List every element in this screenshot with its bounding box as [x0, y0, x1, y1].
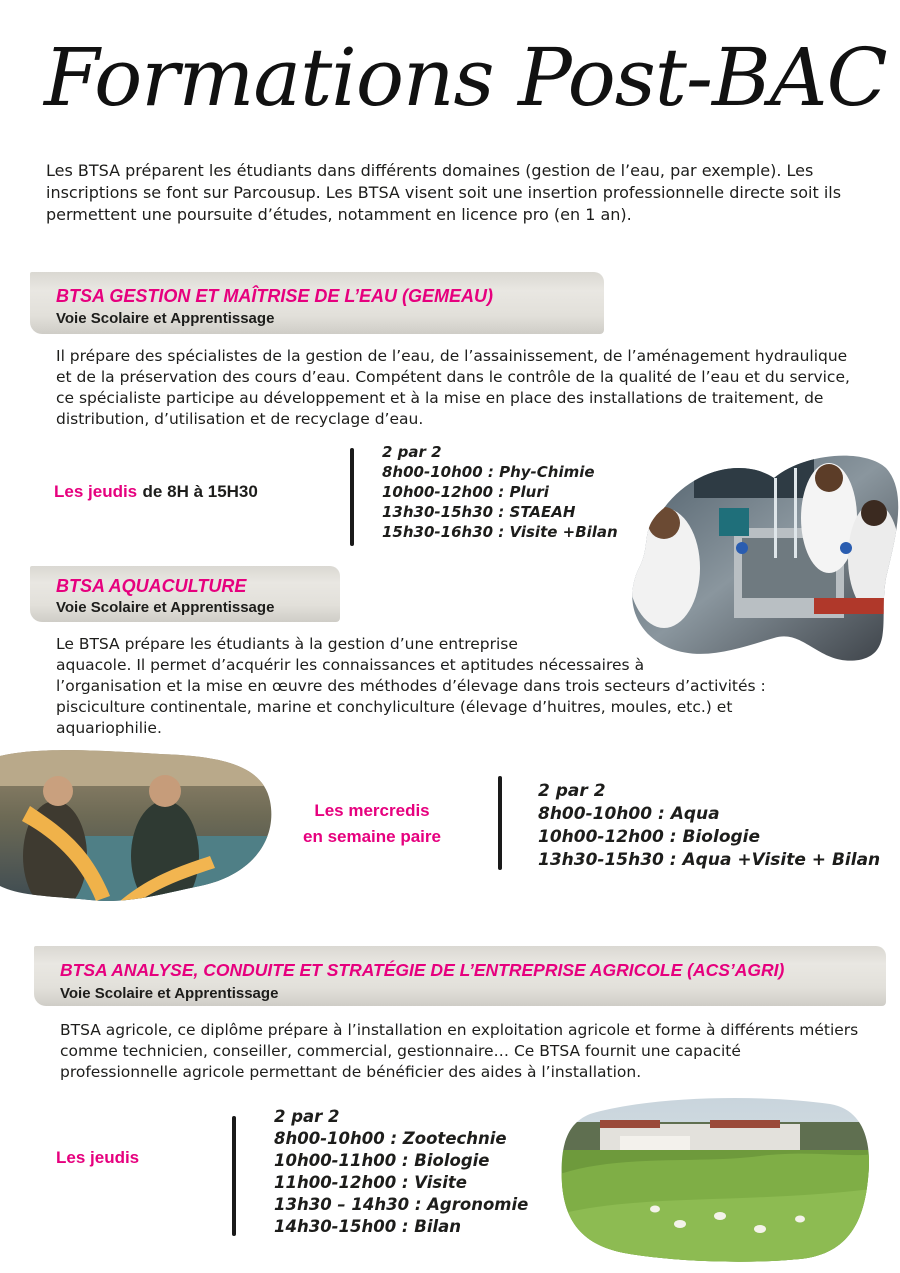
farm-photo — [560, 1094, 872, 1262]
schedule-line: 13h30 – 14h30 : Agronomie — [274, 1195, 529, 1214]
acs-voie: Voie Scolaire et Apprentissage — [60, 985, 279, 1002]
aqua-description-line: aquacole. Il permet d’acquérir les connaissances et aptitudes nécessaires à — [56, 656, 645, 674]
gemeau-day — [54, 482, 258, 502]
schedule-line: 8h00-10h00 : Zootechnie — [274, 1129, 507, 1148]
schedule-line: 11h00-12h00 : Visite — [274, 1173, 467, 1192]
gemeau-description: Il prépare des spécialistes de la gestion de l’eau, de l’assainissement, de l’aménagement hydraulique et de la préservation des cours d’eau. Compétent dans le contrôle de la qualité de l’eau et du service, ce spécialiste participe au développement et à la mise en place des installations de traitement, de distribution, d’utilisation et de recyclage d’eau. — [56, 347, 850, 428]
aqua-description-line: aquariophilie. — [56, 719, 162, 737]
aqua-day-line1: Les mercredis — [314, 801, 430, 820]
schedule-line: 14h30-15h00 : Bilan — [274, 1217, 462, 1236]
schedule-line: 10h00-12h00 : Biologie — [538, 827, 761, 847]
schedule-line: 15h30-16h30 : Visite +Bilan — [382, 523, 618, 541]
aqua-description-line: Le BTSA prépare les étudiants à la gestion d’une entreprise — [56, 635, 518, 653]
gemeau-hours: de 8H à 15H30 — [142, 482, 258, 501]
acs-divider — [232, 1116, 236, 1236]
schedule-line: 2 par 2 — [538, 781, 606, 801]
acs-day: Les jeudis — [56, 1148, 140, 1167]
schedule-line: 10h00-11h00 : Biologie — [274, 1151, 490, 1170]
lab-photo — [624, 448, 900, 662]
schedule-line: 8h00-10h00 : Phy-Chimie — [382, 463, 595, 481]
aqua-description-line: pisciculture continentale, marine et conchyliculture (élevage d’huitres, moules, etc.) et — [56, 698, 733, 716]
gemeau-title: BTSA GESTION ET MAÎTRISE DE L’EAU (GEMEAU) — [56, 286, 494, 306]
page-title: Formations Post-BAC — [44, 31, 887, 124]
schedule-line: 13h30-15h30 : STAEAH — [382, 503, 576, 521]
aqua-divider — [498, 776, 502, 870]
schedule-line: 2 par 2 — [274, 1107, 340, 1126]
aqua-description — [56, 634, 856, 739]
acs-description: BTSA agricole, ce diplôme prépare à l’installation en exploitation agricole et forme à différents métiers comme technicien, conseiller, commercial, gestionnaire… Ce BTSA fournit une capacité professionnelle agricole permettant de bénéficier des aides à l’installation. — [60, 1021, 859, 1081]
schedule-line: 10h00-12h00 : Pluri — [382, 483, 549, 501]
schedule-line: 2 par 2 — [382, 443, 442, 461]
schedule-line: 8h00-10h00 : Aqua — [538, 804, 720, 824]
aqua-schedule — [538, 780, 880, 872]
intro-paragraph: Les BTSA préparent les étudiants dans différents domaines (gestion de l’eau, par exemple). Les inscriptions se font sur Parcousup. Les BTSA visent soit une insertion professionnelle directe soit ils permettent une poursuite d’études, notamment en licence pro (en 1 an). — [46, 161, 842, 224]
aqua-day-line2: en semaine paire — [303, 827, 441, 846]
schedule-line: 13h30-15h30 : Aqua +Visite + Bilan — [538, 850, 881, 870]
gemeau-divider — [350, 448, 354, 546]
fish-photo — [0, 746, 272, 904]
aqua-voie: Voie Scolaire et Apprentissage — [56, 599, 275, 616]
aqua-day — [282, 798, 462, 850]
gemeau-schedule — [382, 442, 618, 542]
aqua-title: BTSA AQUACULTURE — [56, 576, 247, 596]
aqua-description-line: l’organisation et la mise en œuvre des méthodes d’élevage dans trois secteurs d’activités : — [56, 677, 766, 695]
gemeau-voie: Voie Scolaire et Apprentissage — [56, 310, 275, 327]
acs-schedule — [274, 1106, 528, 1238]
gemeau-day-label: Les jeudis — [54, 482, 138, 501]
acs-title: BTSA ANALYSE, CONDUITE ET STRATÉGIE DE L’ENTREPRISE AGRICOLE (ACS’AGRI) — [60, 960, 785, 980]
